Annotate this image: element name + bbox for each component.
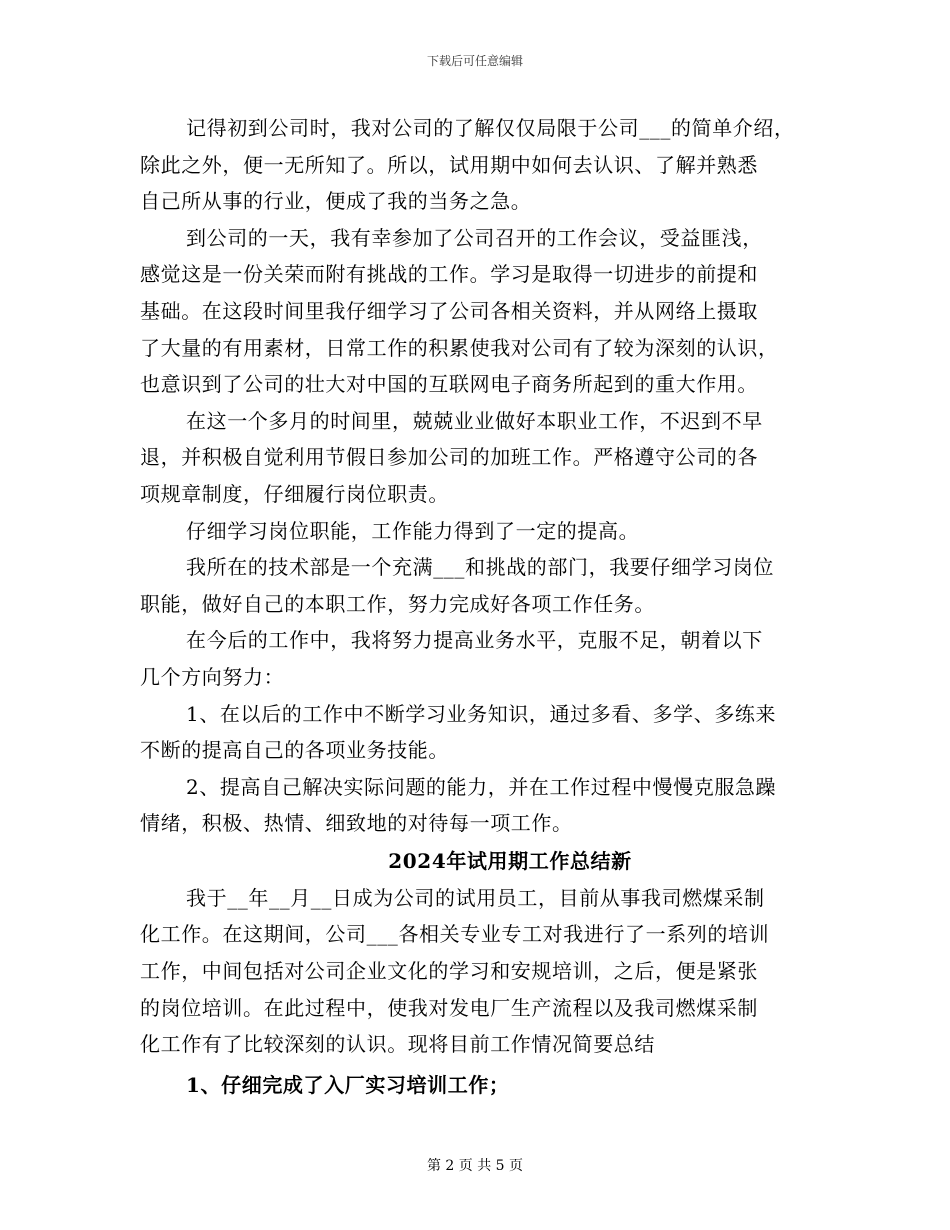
paragraph-line: 到公司的一天，我有幸参加了公司召开的工作会议，受益匪浅，: [186, 225, 763, 250]
paragraph-line: 自己所从事的行业，便成了我的当务之急。: [140, 189, 532, 214]
paragraph-line: 也意识到了公司的壮大对中国的互联网电子商务所起到的重大作用。: [140, 372, 758, 397]
paragraph-line: 我所在的技术部是一个充满___和挑战的部门，我要仔细学习岗位: [186, 555, 774, 580]
section-title: 2024年试用期工作总结新: [388, 848, 632, 873]
paragraph-line: 基础。在这段时间里我仔细学习了公司各相关资料，并从网络上摄取: [140, 298, 758, 323]
subheading: 1、仔细完成了入厂实习培训工作；: [186, 1072, 510, 1097]
list-item-line: 不断的提高自己的各项业务技能。: [140, 738, 449, 763]
list-item-line: 情绪，积极、热情、细致地的对待每一项工作。: [140, 811, 573, 836]
paragraph-line: 我于__年__月__日成为公司的试用员工，目前从事我司燃煤采制: [186, 885, 765, 910]
paragraph-line: 退，并积极自觉利用节假日参加公司的加班工作。严格遵守公司的各: [140, 445, 758, 470]
page-number: 第 2 页 共 5 页: [426, 1158, 524, 1174]
paragraph-line: 了大量的有用素材，日常工作的积累使我对公司有了较为深刻的认识，: [140, 335, 779, 360]
paragraph-line: 除此之外，便一无所知了。所以，试用期中如何去认识、了解并熟悉: [140, 152, 758, 177]
paragraph-line: 在这一个多月的时间里，兢兢业业做好本职业工作，不迟到不早: [186, 408, 763, 433]
document-body: [140, 110, 820, 1103]
paragraph-line: 化工作。在这期间，公司___各相关专业专工对我进行了一系列的培训: [140, 922, 770, 947]
paragraph-line: 记得初到公司时，我对公司的了解仅仅局限于公司___的简单介绍，: [186, 116, 795, 140]
paragraph-line: 的岗位培训。在此过程中，使我对发电厂生产流程以及我司燃煤采制: [140, 995, 758, 1020]
paragraph-line: 化工作有了比较深刻的认识。现将目前工作情况简要总结: [140, 1032, 655, 1057]
page-header: 下载后可任意编辑: [426, 54, 523, 68]
list-item-line: 2、提高自己解决实际问题的能力，并在工作过程中慢慢克服急躁: [186, 774, 777, 799]
paragraph-line: 几个方向努力：: [140, 664, 285, 689]
paragraph-line: 工作，中间包括对公司企业文化的学习和安规培训，之后，便是紧张: [140, 959, 758, 984]
paragraph-line: 感觉这是一份关荣而附有挑战的工作。学习是取得一切进步的前提和: [140, 262, 758, 287]
paragraph-line: 仔细学习岗位职能，工作能力得到了一定的提高。: [186, 518, 640, 543]
list-item-line: 1、在以后的工作中不断学习业务知识，通过多看、多学、多练来: [186, 701, 777, 726]
paragraph-line: 职能，做好自己的本职工作，努力完成好各项工作任务。: [140, 591, 655, 616]
paragraph-line: 项规章制度，仔细履行岗位职责。: [140, 481, 449, 506]
paragraph-line: 在今后的工作中，我将努力提高业务水平，克服不足，朝着以下: [186, 628, 763, 653]
